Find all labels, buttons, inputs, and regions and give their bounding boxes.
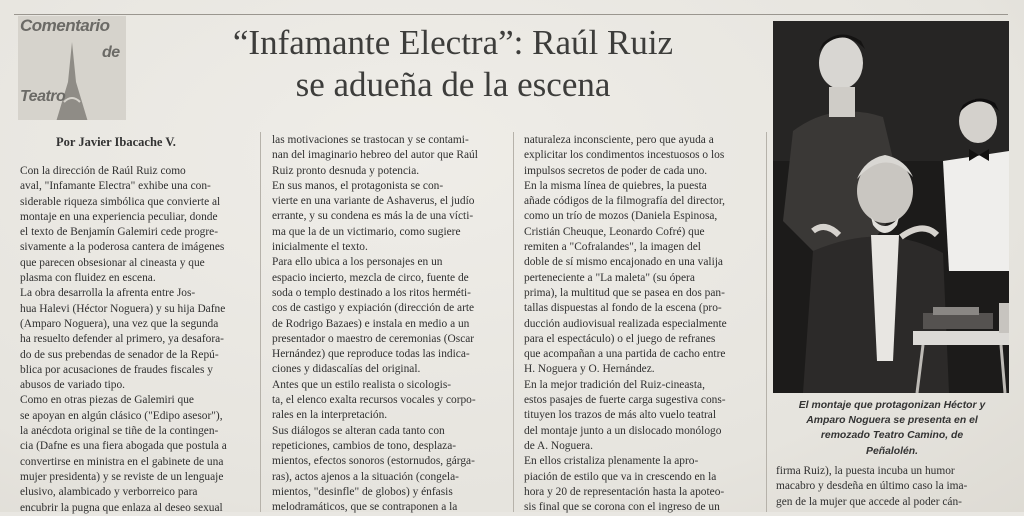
text-line: En sus manos, el protagonista se con- — [272, 179, 444, 192]
text-line: ciones y didascalías del original. — [272, 363, 421, 376]
byline: Por Javier Ibacache V. — [56, 135, 176, 149]
section-logo-word-2: de — [102, 44, 120, 61]
text-line: remozado Teatro Camino, de — [820, 430, 964, 442]
section-logo-word-3: Teatro — [20, 88, 66, 105]
text-line: piación de estilo que va in crescendo en la — [524, 470, 717, 483]
text-line: la anécdota original se tiñe de la contingen- — [20, 425, 219, 438]
headline-line-1: “Infamante Electra”: Raúl Ruiz — [232, 23, 674, 62]
text-line: tallas dispuestas al fondo de la escena (pro- — [524, 302, 722, 315]
headline-line-2: se adueña de la escena — [295, 65, 611, 104]
text-line: espacio incierto, mezcla de circo, fuente de — [272, 271, 469, 284]
text-line: presentador o maestro de ceremonias (Oscar — [272, 332, 475, 345]
text-line: elusivo, alambicado y verborreico para — [20, 486, 198, 499]
text-line: cia (Dafne es una fiera abogada que postula a — [20, 440, 227, 453]
text-line: blica por acusaciones de fraudes fiscales y — [20, 363, 213, 376]
column-divider — [260, 132, 261, 512]
text-line: H. Noguera y O. Hernández. — [524, 363, 655, 376]
text-line: naturaleza inconsciente, pero que ayuda a — [524, 134, 714, 146]
text-line: sis final que se corona con el ingreso de un — [524, 501, 720, 514]
article-column-1 — [20, 164, 248, 516]
text-line: para el espectáculo) o el juego de refranes — [524, 332, 716, 345]
text-line: mujer presidenta) y se reviste de un lenguaje — [20, 470, 224, 483]
text-line: (Amparo Noguera), una vez que la segunda — [20, 317, 219, 330]
text-line: encubrir la pugna que enlaza al deseo sexual — [20, 501, 223, 514]
article-headline — [150, 22, 756, 106]
text-line: Cristián Cheuque, Leonardo Cofré) que — [524, 225, 705, 238]
text-line: Amparo Noguera se presenta en el — [806, 415, 978, 427]
text-line: En la mejor tradición del Ruiz-cineasta, — [524, 378, 705, 391]
text-line: hua Halevi (Héctor Noguera) y su hija Dafne — [20, 302, 226, 315]
text-line: rales en la interpretación. — [272, 409, 388, 422]
text-line: del montaje junto a un dislocado monólogo — [524, 424, 722, 437]
text-line: las motivaciones se trastocan y se contami- — [272, 134, 469, 146]
text-line: En la misma línea de quiebres, la puesta — [524, 179, 707, 192]
text-line: mientos, "desinfle" de globos) y énfasis — [272, 485, 453, 498]
photo-caption — [776, 398, 1008, 459]
text-line: gen de la mujer que accede al poder cán- — [776, 495, 962, 508]
column-divider — [513, 132, 514, 512]
text-line: añade códigos de la filmografía del director, — [524, 195, 726, 208]
text-line: mientos, efectos sonoros (estornudos, gárga- — [272, 455, 475, 468]
article-column-2 — [272, 133, 504, 515]
tower-icon — [54, 42, 90, 120]
text-line: cos de castigo y expiación (dirección de arte — [272, 302, 475, 315]
text-line: Sus diálogos se alteran cada tanto con — [272, 424, 445, 437]
text-line: inicialmente el texto. — [272, 241, 368, 254]
article-column-3 — [524, 133, 758, 515]
text-line: El montaje que protagonizan Héctor y — [798, 400, 986, 411]
text-line: ma que la de un victimario, como sugiere — [272, 225, 461, 238]
text-line: de A. Noguera. — [524, 439, 593, 452]
text-line: Hernández) que reproduce todas las indica- — [272, 348, 470, 361]
text-line: errante, y su condena es más la de una vícti- — [272, 210, 474, 223]
text-line: abusos de variado tipo. — [20, 379, 126, 392]
text-line: ta, el elenco exalta recursos vocales y corpo- — [272, 394, 476, 407]
text-line: soda o templo destinado a los ritos herméti- — [272, 286, 471, 299]
text-line: doble de sí mismo encajonado en una valija — [524, 256, 723, 269]
text-line: que acompañan a una partida de cacho entre — [524, 348, 726, 361]
text-line: repeticiones, cambios de tono, desplaza- — [272, 439, 457, 452]
text-line: ducción audiovisual realizada especialmente — [524, 317, 727, 330]
text-line: Como en otras piezas de Galemiri que — [20, 394, 194, 407]
text-line: convertirse en ministra en el gabinete de una — [20, 455, 224, 468]
stage-photo-illustration — [773, 21, 1009, 393]
section-logo — [18, 16, 126, 120]
text-line: que parecen obsesionar al cineasta y que — [20, 256, 205, 269]
text-line: siderable riqueza simbólica que convierte al — [20, 195, 221, 208]
text-line: firma Ruiz), la puesta incuba un humor — [776, 465, 955, 477]
text-line: nan del imaginario hebreo del autor que Raúl — [272, 149, 478, 162]
section-logo-word-1: Comentario — [20, 16, 110, 35]
text-line: sivamente a la poderosa cantera de imágenes — [20, 241, 225, 254]
text-line: como un trío de mozos (Daniela Espinosa, — [524, 210, 718, 223]
text-line: ras), actos ajenos a la situación (congela- — [272, 470, 459, 483]
text-line: do de sus prebendas de senador de la Repú- — [20, 348, 219, 361]
text-line: macabro y desdeña en último caso la ima- — [776, 480, 968, 493]
article-photo — [773, 21, 1009, 393]
text-line: prima), la multitud que se pasea en dos pan- — [524, 286, 725, 299]
top-rule — [14, 14, 1008, 15]
text-line: hora y 20 de representación hasta la apoteo- — [524, 485, 725, 498]
text-line: perteneciente a "La maleta" (su ópera — [524, 271, 695, 284]
text-line: estos pasajes de fuerte carga sugestiva cons- — [524, 394, 726, 407]
article-column-4 — [776, 464, 1008, 510]
text-line: Para ello ubica a los personajes en un — [272, 256, 443, 269]
text-line: Ruiz pronto desnuda y potencia. — [272, 164, 420, 177]
text-line: Peñalolén. — [866, 445, 918, 457]
text-line: se apoyan en algún clásico ("Edipo asesor"), — [20, 409, 223, 422]
text-line: de Rodrigo Bazaes) e instala en medio a un — [272, 317, 470, 330]
text-line: tituyen los trazos de más alto vuelo teatral — [524, 409, 717, 422]
column-divider — [766, 132, 767, 512]
text-line: En ellos cristaliza plenamente la apro- — [524, 455, 699, 468]
text-line: remiten a "Cofralandes", la imagen del — [524, 241, 701, 254]
text-line: melodramáticos, que se contraponen a la — [272, 501, 458, 514]
text-line: aval, "Infamante Electra" exhibe una con- — [20, 180, 211, 193]
text-line: montaje en una experiencia peculiar, donde — [20, 210, 218, 223]
text-line: vierte en una variante de Ashaverus, el judío — [272, 195, 475, 208]
text-line: Con la dirección de Raúl Ruiz como — [20, 165, 186, 177]
text-line: impulsos secretos de poder de cada uno. — [524, 164, 708, 177]
text-line: plasma con fluidez en escena. — [20, 272, 156, 285]
text-line: La obra desarrolla la afrenta entre Jos- — [20, 287, 196, 300]
text-line: Antes que un estilo realista o sicologis- — [272, 378, 452, 391]
text-line: ha resuelto defender al primero, ya desafora- — [20, 333, 224, 346]
text-line: explicitar los condimentos incestuosos o los — [524, 149, 725, 162]
text-line: el texto de Benjamín Galemiri cede progre- — [20, 226, 218, 239]
